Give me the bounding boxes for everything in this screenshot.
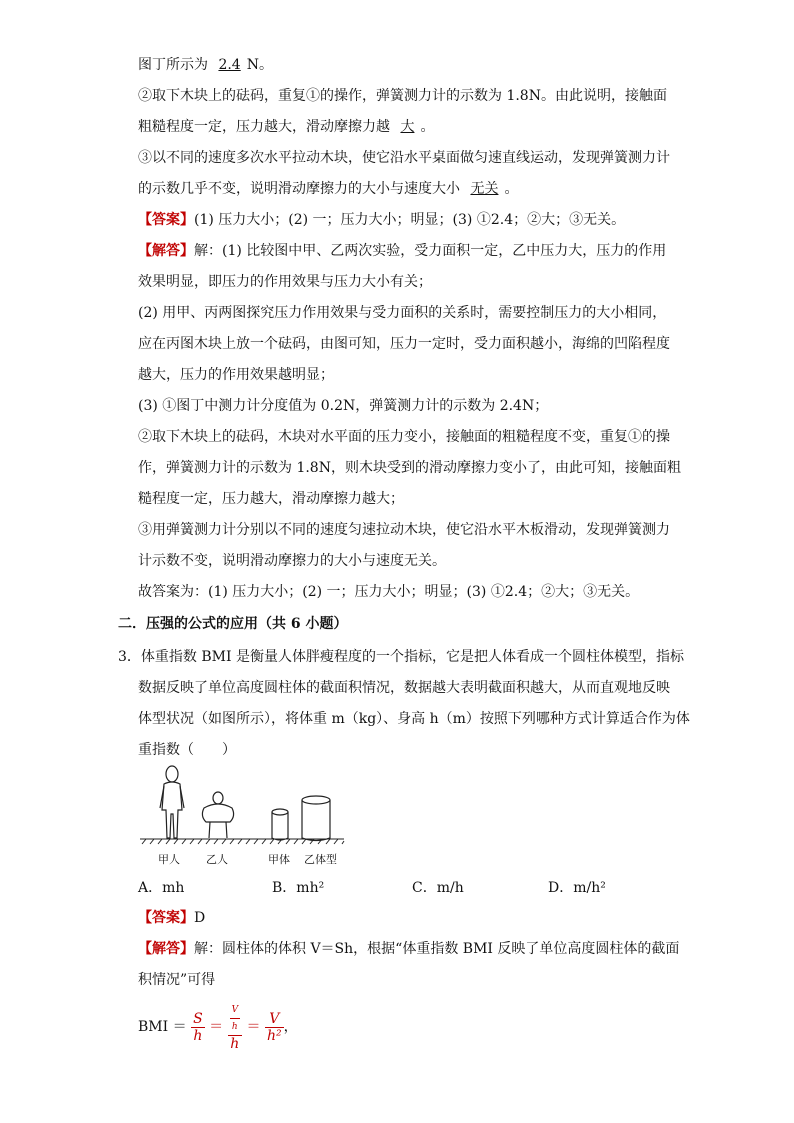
solution-line: 计示数不变，说明滑动摩擦力的大小与速度无关。 <box>138 553 446 569</box>
formula-label: BMI ＝ <box>138 1019 187 1035</box>
answer-tag: 【答案】 <box>138 910 194 926</box>
equals-sign: ＝ <box>246 1019 261 1035</box>
solution-text: 解：圆柱体的体积 V＝Sh，根据“体重指数 BMI 反映了单位高度圆柱体的截面 <box>194 941 680 957</box>
text-line: ②取下木块上的砝码，重复①的操作，弹簧测力计的示数为 1.8N。由此说明，接触面 <box>138 88 667 104</box>
fraction: $\frac{V}{\text{h²}}$ <box>266 1010 282 1044</box>
wide-cylinder <box>302 796 330 841</box>
equals-sign: ＝ <box>209 1019 224 1035</box>
line-text: 的示数几乎不变，说明滑动摩擦力的大小与速度大小 <box>138 181 465 197</box>
line-text: 。 <box>504 181 519 197</box>
fig-label: 甲人 <box>158 853 180 866</box>
solution-line: 效果明显，即压力的作用效果与压力大小有关； <box>138 274 432 290</box>
thin-cylinder <box>272 809 288 840</box>
answer-blank: 大 <box>400 119 415 135</box>
question-line: 数据反映了单位高度圆柱体的截面积情况，数据越大表明截面积越大，从而直观地反映 <box>138 680 670 696</box>
line-text: 粗糙程度一定，压力越大，滑动摩擦力越 <box>138 119 395 135</box>
line-text: N。 <box>246 57 273 73</box>
answer-blank: 无关 <box>470 181 499 197</box>
solution-line: 糙程度一定，压力越大，滑动摩擦力越大； <box>138 491 404 507</box>
thin-person-drawing <box>160 766 184 838</box>
formula-tail: ， <box>283 1019 298 1035</box>
fraction: $\frac{S}{h}$ <box>193 1010 203 1044</box>
option-d: D．m/h² <box>548 880 606 896</box>
solution-line: (2) 用甲、丙两图探究压力作用效果与受力面积的关系时，需要控制压力的大小相同， <box>138 305 667 321</box>
solution-line: ③用弹簧测力计分别以不同的速度匀速拉动木块，使它沿水平木板滑动，发现弹簧测力 <box>138 522 670 538</box>
text-line <box>138 55 273 75</box>
text-line <box>138 117 434 137</box>
ground-line <box>140 839 344 844</box>
section-heading: 二．压强的公式的应用（共 6 小题） <box>118 616 348 632</box>
solution-line: 作，弹簧测力计的示数为 1.8N，则木块受到的滑动摩擦力变小了，由此可知，接触面粗 <box>138 460 681 476</box>
fig-label: 乙体型 <box>304 853 337 866</box>
solution-line: 积情况”可得 <box>138 972 216 988</box>
solution-line <box>138 939 679 959</box>
solution-tag: 【解答】 <box>138 243 194 259</box>
solution-line <box>138 241 666 261</box>
fig-label: 乙人 <box>206 853 228 866</box>
text-line <box>138 179 518 199</box>
answer-text: (1) 压力大小；(2) 一；压力大小；明显；(3) ①2.4；②大；③无关。 <box>194 212 626 228</box>
question-line: 体型状况（如图所示），将体重 m（kg）、身高 h（m）按照下列哪种方式计算适合作为体 <box>138 711 690 727</box>
text-line: ③以不同的速度多次水平拉动木块，使它沿水平桌面做匀速直线运动，发现弹簧测力计 <box>138 150 670 166</box>
answer-line <box>138 210 625 230</box>
answer-blank: 2.4 <box>218 57 241 73</box>
line-text: 图丁所示为 <box>138 57 213 73</box>
option-a: A．mh <box>138 880 185 896</box>
fig-label: 甲体 <box>268 853 290 866</box>
final-answer-line: 故答案为：(1) 压力大小；(2) 一；压力大小；明显；(3) ①2.4；②大；③无关。 <box>138 584 640 600</box>
solution-line: 应在丙图木块上放一个砝码，由图可知，压力一定时，受力面积越小，海绵的凹陷程度 <box>138 336 670 352</box>
body-shape-figure <box>138 758 348 870</box>
line-text: 。 <box>420 119 435 135</box>
question-line: 重指数（ ） <box>138 742 236 758</box>
solution-tag: 【解答】 <box>138 941 194 957</box>
solution-line: (3) ①图丁中测力计分度值为 0.2N，弹簧测力计的示数为 2.4N； <box>138 398 549 414</box>
bmi-formula <box>138 1002 298 1052</box>
option-c: C．m/h <box>412 880 464 896</box>
solution-text: 解：(1) 比较图中甲、乙两次实验，受力面积一定，乙中压力大，压力的作用 <box>194 243 667 259</box>
solution-line: 越大，压力的作用效果越明显； <box>138 367 334 383</box>
answer-line <box>138 908 205 928</box>
nested-fraction: $\frac{\frac{V}{h}}{h}$ <box>228 1002 243 1052</box>
answer-tag: 【答案】 <box>138 212 194 228</box>
fat-person-drawing <box>202 792 233 838</box>
question-line: 3．体重指数 BMI 是衡量人体胖瘦程度的一个指标，它是把人体看成一个圆柱体模型，指标 <box>118 649 684 665</box>
answer-value: D <box>194 910 206 926</box>
solution-line: ②取下木块上的砝码，木块对水平面的压力变小，接触面的粗糙程度不变，重复①的操 <box>138 429 670 445</box>
option-b: B．mh² <box>272 880 325 896</box>
